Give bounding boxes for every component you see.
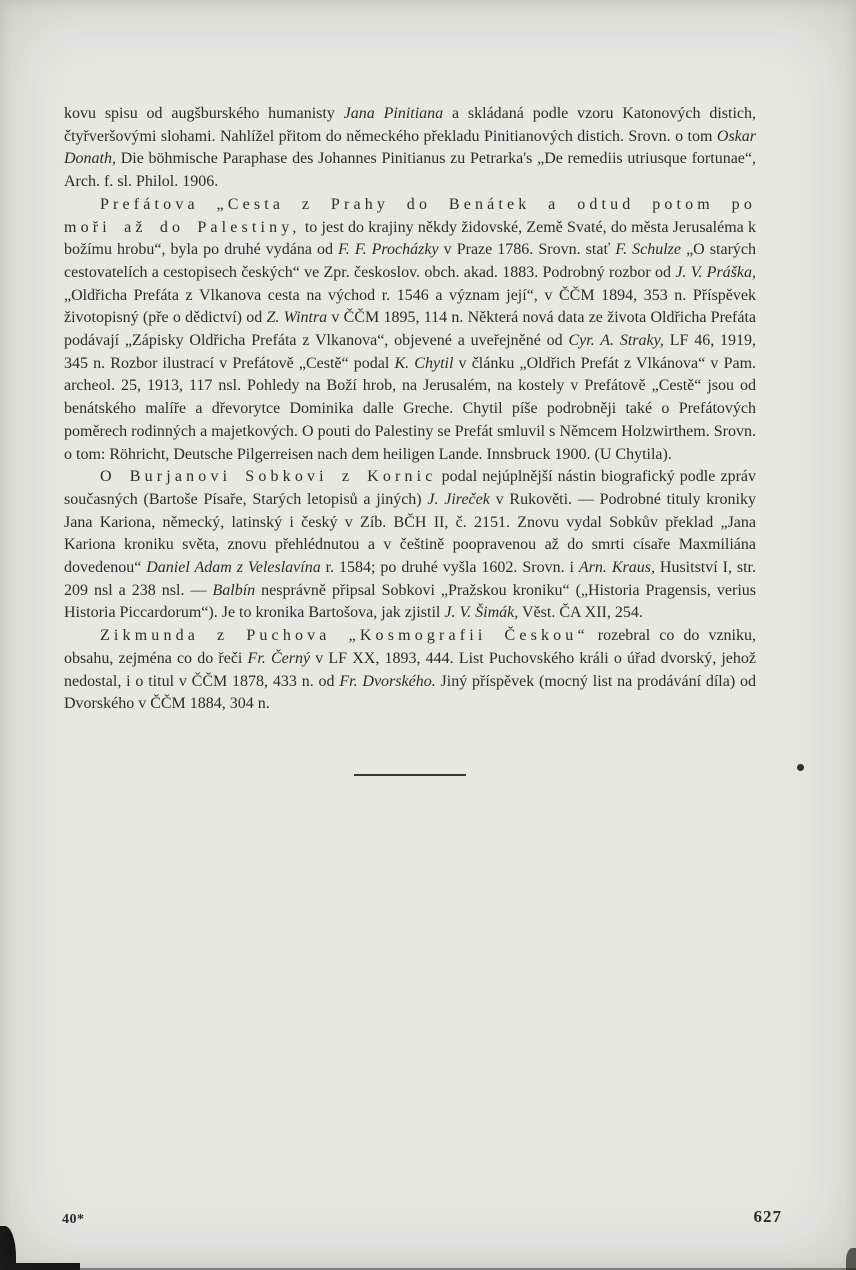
text-run: Jiný příspěvek (mocný list na prodávání díla) od Dvorského v ČČM 1884, 304 n. (64, 672, 757, 713)
italic-text: Cyr. A. Straky, (568, 332, 664, 350)
italic-text: Jana Pinitiana (343, 105, 444, 122)
text-run: „O starých cestovatelích a cestopisech českých“ ve Zpr. českoslov. obch. akad. 1883. Podrobný rozbor od (64, 241, 757, 281)
text-run: Die böhmische Paraphase des Johannes Pinitianus zu Petrarka's „De remediis utriusque fortunae“, Arch. f. sl. Philol. 1906. (64, 150, 756, 191)
text-run: to jest do krajiny někdy židovské, Země Svaté, do města Jerusaléma k božímu hrobu“, byla po druhé vydána od (64, 218, 757, 259)
paragraph-2 (64, 194, 756, 466)
spaced-text: Zikmunda z Puchova „Kosmografii Českou“ (100, 627, 589, 645)
text-run: a skládaná podle vzoru Katonových distich, čtyřveršovými slohami. Nahlížel přitom do německého překladu Pinitianových distich. Srovn. o tom (64, 105, 757, 145)
italic-text: Daniel Adam z Veleslavína (146, 559, 321, 577)
text-run: podal nejúplnější nástin biografický podle zpráv současných (Bartoše Písaře, Starých letopisů a jiných) (64, 468, 756, 508)
text-run: v LF XX, 1893, 444. List Puchovského králi o úřad dvorský, jehož nedostal, i o titul v ČČM 1878, 433 n. od (64, 649, 757, 690)
signature-mark: 40* (62, 1212, 85, 1227)
section-divider (354, 774, 466, 776)
text-run: „Oldřicha Prefáta z Vlkanova cesta na východ r. 1546 a význam její“, v ČČM 1894, 353 n. Příspěvek životopisný (pře o dědictví) od (64, 286, 756, 327)
text-run: LF 46, 1919, 345 n. Rozbor ilustrací v Prefátově „Cestě“ podal (64, 332, 757, 372)
text-run: v Praze 1786. Srovn. stať (438, 241, 616, 259)
italic-text: Fr. Černý (247, 649, 311, 667)
spaced-text: Prefátova „Cesta z Prahy do Benátek a odtud potom po moři až do Palestiny, (64, 195, 756, 236)
italic-text: J. V. Šimák, (444, 604, 519, 622)
text-run: kovu spisu od augšburského humanisty (64, 105, 344, 122)
scan-corner-smudge (0, 1226, 16, 1270)
italic-text: J. V. Práška, (675, 263, 757, 281)
text-run: v Rukověti. — Podrobné tituly kroniky Jana Kariona, německý, latinský i český v Zíb. BČH II, č. 2151. Znovu vydal Sobkův překlad „Jana Kariona kroniku světa, znovu přehlédnutou a v češtině poopravenou až do smrti císaře Maxmiliána dovedenou“ (64, 490, 757, 577)
scan-corner-smudge-right (846, 1248, 856, 1270)
ink-spot (797, 764, 804, 771)
text-run: Husitství I, str. 209 nsl a 238 nsl. — (64, 559, 757, 599)
text-run: nesprávně připsal Sobkovi „Pražskou kroniku“ („Historia Pragensis, verius Historia Piccardorum“). Je to kronika Bartošova, jak zjistil (64, 581, 756, 622)
page-number: 627 (753, 1207, 782, 1226)
italic-text: Balbín (212, 581, 256, 599)
italic-text: Oskar Donath, (64, 127, 756, 168)
italic-text: F. Schulze (615, 241, 682, 259)
italic-text: Arn. Kraus, (578, 559, 655, 577)
text-run: rozebral co do vzniku, obsahu, zejména co do řeči (64, 627, 756, 667)
text-run: Věst. ČA XII, 254. (518, 604, 643, 622)
italic-text: F. F. Procházky (338, 241, 439, 259)
paragraph-4 (64, 625, 756, 716)
paragraph-3 (64, 466, 756, 625)
italic-text: K. Chytil (394, 354, 454, 372)
text-run: r. 1584; po druhé vyšla 1602. Srovn. i (320, 559, 579, 577)
text-block (64, 103, 756, 776)
spaced-text: O Burjanovi Sobkovi z Kornic (100, 468, 437, 486)
italic-text: Fr. Dvorského. (339, 672, 436, 690)
italic-text: J. Jireček (427, 490, 490, 508)
text-run: v ČČM 1895, 114 n. Některá nová data ze života Oldřicha Prefáta podávají „Zápisky Oldřicha Prefáta z Vlkanova“, objevené a uveřejněné od (64, 309, 756, 350)
italic-text: Z. Wintra (266, 309, 328, 327)
text-run: v článku „Oldřich Prefát z Vlkánova“ v Pam. archeol. 25, 1913, 117 nsl. Pohledy na Boží hrob, na Jerusalém, na kostely v Prefátově „Cestě“ jsou od benátského malíře a dřevorytce Dominika dalle Greche. Chytil píše podrobněji také o Prefátových poměrech rodinných a majetkových. O pouti do Palestiny se Prefát smluvil s Němcem Holzwirthem. Srovn. o tom: Röhricht, Deutsche Pilgerreisen nach dem heiligen Lande. Innsbruck 1900. (U Chytila). (64, 354, 757, 463)
paragraph-1 (64, 103, 756, 194)
